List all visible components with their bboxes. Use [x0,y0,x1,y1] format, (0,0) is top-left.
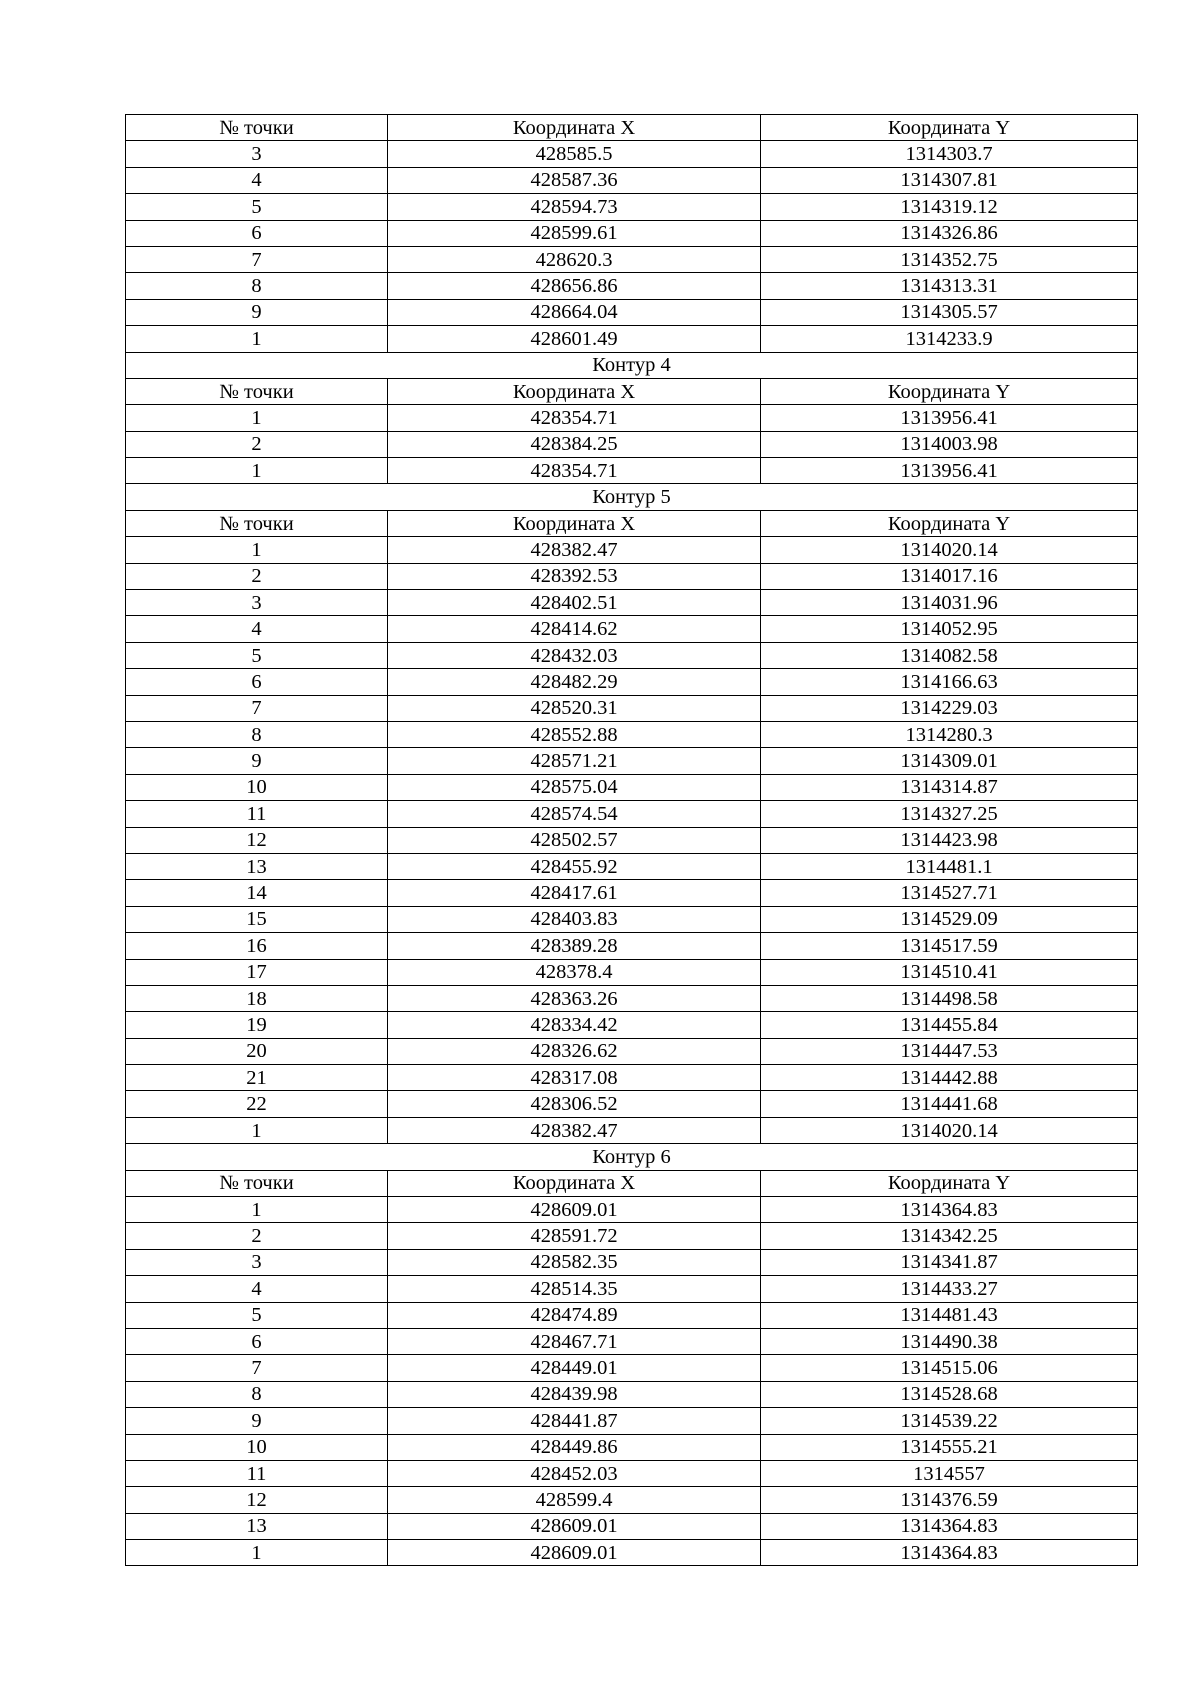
point-number-cell: 10 [126,774,388,800]
table-row [126,1328,1138,1354]
coordinate-y-cell: 1314052.95 [761,616,1138,642]
point-number-cell: 8 [126,1381,388,1407]
table-row [126,167,1138,193]
coordinate-x-cell: 428382.47 [388,1117,761,1143]
contour-title: Контур 6 [126,1144,1138,1170]
point-number-cell: 7 [126,1355,388,1381]
table-row [126,669,1138,695]
point-number-cell: 20 [126,1038,388,1064]
coordinate-y-cell: 1314515.06 [761,1355,1138,1381]
table-row [126,537,1138,563]
table-row [126,1381,1138,1407]
coordinate-y-cell: 1314020.14 [761,1117,1138,1143]
coordinate-x-cell: 428575.04 [388,774,761,800]
table-row [126,1434,1138,1460]
table-row [126,748,1138,774]
coordinate-x-cell: 428520.31 [388,695,761,721]
coordinate-y-cell: 1314517.59 [761,933,1138,959]
coordinates-table-body [126,115,1138,1566]
coordinate-y-cell: 1314003.98 [761,431,1138,457]
header-coordinate-x: Координата X [388,115,761,141]
coordinate-x-cell: 428582.35 [388,1249,761,1275]
coordinate-y-cell: 1314341.87 [761,1249,1138,1275]
coordinate-y-cell: 1314309.01 [761,748,1138,774]
coordinate-y-cell: 1314539.22 [761,1408,1138,1434]
table-row [126,1302,1138,1328]
coordinate-y-cell: 1314319.12 [761,194,1138,220]
table-row [126,827,1138,853]
coordinate-y-cell: 1314481.43 [761,1302,1138,1328]
contour-title-row [126,352,1138,378]
point-number-cell: 12 [126,827,388,853]
point-number-cell: 4 [126,167,388,193]
contour-title: Контур 5 [126,484,1138,510]
table-row [126,642,1138,668]
coordinate-y-cell: 1314455.84 [761,1012,1138,1038]
point-number-cell: 16 [126,933,388,959]
point-number-cell: 8 [126,273,388,299]
coordinate-x-cell: 428585.5 [388,141,761,167]
coordinate-x-cell: 428392.53 [388,563,761,589]
table-header-row [126,378,1138,404]
coordinate-y-cell: 1314433.27 [761,1276,1138,1302]
table-row [126,695,1138,721]
coordinate-x-cell: 428609.01 [388,1513,761,1539]
coordinate-x-cell: 428482.29 [388,669,761,695]
coordinate-y-cell: 1314031.96 [761,590,1138,616]
point-number-cell: 9 [126,748,388,774]
coordinate-y-cell: 1314327.25 [761,801,1138,827]
header-coordinate-y: Координата Y [761,510,1138,536]
coordinate-x-cell: 428609.01 [388,1197,761,1223]
table-row [126,563,1138,589]
table-row [126,299,1138,325]
point-number-cell: 11 [126,1460,388,1486]
point-number-cell: 13 [126,853,388,879]
table-row [126,1091,1138,1117]
coordinate-x-cell: 428382.47 [388,537,761,563]
coordinate-x-cell: 428620.3 [388,246,761,272]
table-row [126,616,1138,642]
coordinate-x-cell: 428455.92 [388,853,761,879]
table-row [126,1223,1138,1249]
point-number-cell: 2 [126,431,388,457]
header-coordinate-y: Координата Y [761,378,1138,404]
coordinate-x-cell: 428378.4 [388,959,761,985]
table-row [126,906,1138,932]
coordinate-y-cell: 1314364.83 [761,1513,1138,1539]
point-number-cell: 7 [126,246,388,272]
table-row [126,1513,1138,1539]
point-number-cell: 5 [126,194,388,220]
coordinate-y-cell: 1314305.57 [761,299,1138,325]
coordinates-table [125,114,1138,1566]
coordinate-x-cell: 428389.28 [388,933,761,959]
coordinate-x-cell: 428449.01 [388,1355,761,1381]
contour-title: Контур 4 [126,352,1138,378]
header-point-number: № точки [126,1170,388,1196]
point-number-cell: 3 [126,590,388,616]
contour-title-row [126,1144,1138,1170]
coordinate-x-cell: 428599.61 [388,220,761,246]
coordinate-x-cell: 428599.4 [388,1487,761,1513]
table-row [126,326,1138,352]
coordinate-y-cell: 1314020.14 [761,537,1138,563]
coordinate-x-cell: 428664.04 [388,299,761,325]
coordinate-y-cell: 1314376.59 [761,1487,1138,1513]
point-number-cell: 18 [126,985,388,1011]
header-coordinate-y: Координата Y [761,115,1138,141]
coordinate-y-cell: 1314307.81 [761,167,1138,193]
point-number-cell: 13 [126,1513,388,1539]
coordinate-x-cell: 428439.98 [388,1381,761,1407]
coordinate-x-cell: 428354.71 [388,405,761,431]
coordinate-x-cell: 428552.88 [388,721,761,747]
table-row [126,1038,1138,1064]
header-point-number: № точки [126,378,388,404]
coordinate-y-cell: 1314442.88 [761,1065,1138,1091]
coordinate-x-cell: 428656.86 [388,273,761,299]
coordinate-x-cell: 428441.87 [388,1408,761,1434]
coordinate-y-cell: 1314326.86 [761,220,1138,246]
table-row [126,880,1138,906]
table-row [126,1487,1138,1513]
point-number-cell: 4 [126,1276,388,1302]
point-number-cell: 5 [126,642,388,668]
coordinate-y-cell: 1314017.16 [761,563,1138,589]
coordinate-y-cell: 1314233.9 [761,326,1138,352]
coordinate-y-cell: 1314314.87 [761,774,1138,800]
coordinate-y-cell: 1314364.83 [761,1197,1138,1223]
point-number-cell: 3 [126,141,388,167]
point-number-cell: 6 [126,1328,388,1354]
coordinate-y-cell: 1314498.58 [761,985,1138,1011]
coordinate-x-cell: 428452.03 [388,1460,761,1486]
point-number-cell: 6 [126,669,388,695]
table-row [126,273,1138,299]
table-row [126,1355,1138,1381]
point-number-cell: 4 [126,616,388,642]
header-coordinate-y: Координата Y [761,1170,1138,1196]
table-row [126,774,1138,800]
point-number-cell: 2 [126,563,388,589]
point-number-cell: 19 [126,1012,388,1038]
table-row [126,590,1138,616]
table-row [126,1065,1138,1091]
table-row [126,1012,1138,1038]
point-number-cell: 1 [126,1197,388,1223]
coordinate-y-cell: 1314555.21 [761,1434,1138,1460]
table-row [126,721,1138,747]
point-number-cell: 8 [126,721,388,747]
table-row [126,246,1138,272]
table-row [126,985,1138,1011]
coordinate-x-cell: 428354.71 [388,458,761,484]
coordinate-x-cell: 428574.54 [388,801,761,827]
table-row [126,1197,1138,1223]
table-row [126,801,1138,827]
coordinate-y-cell: 1314082.58 [761,642,1138,668]
table-row [126,933,1138,959]
coordinate-x-cell: 428571.21 [388,748,761,774]
coordinate-x-cell: 428403.83 [388,906,761,932]
point-number-cell: 12 [126,1487,388,1513]
point-number-cell: 17 [126,959,388,985]
contour-title-row [126,484,1138,510]
point-number-cell: 1 [126,405,388,431]
point-number-cell: 1 [126,458,388,484]
point-number-cell: 21 [126,1065,388,1091]
coordinate-x-cell: 428594.73 [388,194,761,220]
coordinate-y-cell: 1314441.68 [761,1091,1138,1117]
header-point-number: № точки [126,115,388,141]
table-header-row [126,115,1138,141]
coordinate-y-cell: 1314342.25 [761,1223,1138,1249]
coordinate-y-cell: 1314423.98 [761,827,1138,853]
point-number-cell: 11 [126,801,388,827]
table-row [126,1276,1138,1302]
point-number-cell: 1 [126,1540,388,1566]
point-number-cell: 9 [126,1408,388,1434]
point-number-cell: 7 [126,695,388,721]
coordinate-y-cell: 1314313.31 [761,273,1138,299]
point-number-cell: 5 [126,1302,388,1328]
coordinate-y-cell: 1314447.53 [761,1038,1138,1064]
coordinate-y-cell: 1314510.41 [761,959,1138,985]
coordinate-y-cell: 1314303.7 [761,141,1138,167]
point-number-cell: 1 [126,1117,388,1143]
table-row [126,141,1138,167]
table-row [126,194,1138,220]
coordinate-y-cell: 1314527.71 [761,880,1138,906]
coordinate-y-cell: 1314528.68 [761,1381,1138,1407]
table-row [126,220,1138,246]
header-point-number: № точки [126,510,388,536]
coordinate-x-cell: 428334.42 [388,1012,761,1038]
point-number-cell: 10 [126,1434,388,1460]
coordinate-x-cell: 428467.71 [388,1328,761,1354]
coordinate-x-cell: 428326.62 [388,1038,761,1064]
table-row [126,1460,1138,1486]
table-row [126,1249,1138,1275]
coordinate-x-cell: 428601.49 [388,326,761,352]
table-row [126,1408,1138,1434]
coordinate-x-cell: 428432.03 [388,642,761,668]
table-row [126,405,1138,431]
coordinate-x-cell: 428591.72 [388,1223,761,1249]
header-coordinate-x: Координата X [388,1170,761,1196]
table-row [126,959,1138,985]
point-number-cell: 3 [126,1249,388,1275]
coordinate-y-cell: 1314166.63 [761,669,1138,695]
coordinate-y-cell: 1314280.3 [761,721,1138,747]
coordinate-y-cell: 1314557 [761,1460,1138,1486]
point-number-cell: 1 [126,326,388,352]
coordinate-x-cell: 428317.08 [388,1065,761,1091]
table-row [126,853,1138,879]
point-number-cell: 1 [126,537,388,563]
coordinate-y-cell: 1313956.41 [761,458,1138,484]
coordinate-x-cell: 428417.61 [388,880,761,906]
coordinate-x-cell: 428449.86 [388,1434,761,1460]
coordinate-y-cell: 1314352.75 [761,246,1138,272]
point-number-cell: 9 [126,299,388,325]
coordinate-x-cell: 428502.57 [388,827,761,853]
coordinate-x-cell: 428514.35 [388,1276,761,1302]
coordinate-y-cell: 1313956.41 [761,405,1138,431]
coordinate-y-cell: 1314529.09 [761,906,1138,932]
coordinate-x-cell: 428414.62 [388,616,761,642]
table-row [126,431,1138,457]
table-row [126,1117,1138,1143]
header-coordinate-x: Координата X [388,510,761,536]
coordinate-x-cell: 428609.01 [388,1540,761,1566]
coordinate-x-cell: 428587.36 [388,167,761,193]
point-number-cell: 14 [126,880,388,906]
coordinate-x-cell: 428474.89 [388,1302,761,1328]
point-number-cell: 6 [126,220,388,246]
coordinate-x-cell: 428384.25 [388,431,761,457]
point-number-cell: 15 [126,906,388,932]
point-number-cell: 22 [126,1091,388,1117]
coordinate-y-cell: 1314229.03 [761,695,1138,721]
table-row [126,458,1138,484]
table-header-row [126,510,1138,536]
coordinate-x-cell: 428363.26 [388,985,761,1011]
coordinate-y-cell: 1314481.1 [761,853,1138,879]
header-coordinate-x: Координата X [388,378,761,404]
coordinate-y-cell: 1314364.83 [761,1540,1138,1566]
point-number-cell: 2 [126,1223,388,1249]
table-header-row [126,1170,1138,1196]
coordinate-x-cell: 428306.52 [388,1091,761,1117]
coordinate-x-cell: 428402.51 [388,590,761,616]
coordinate-y-cell: 1314490.38 [761,1328,1138,1354]
table-row [126,1540,1138,1566]
